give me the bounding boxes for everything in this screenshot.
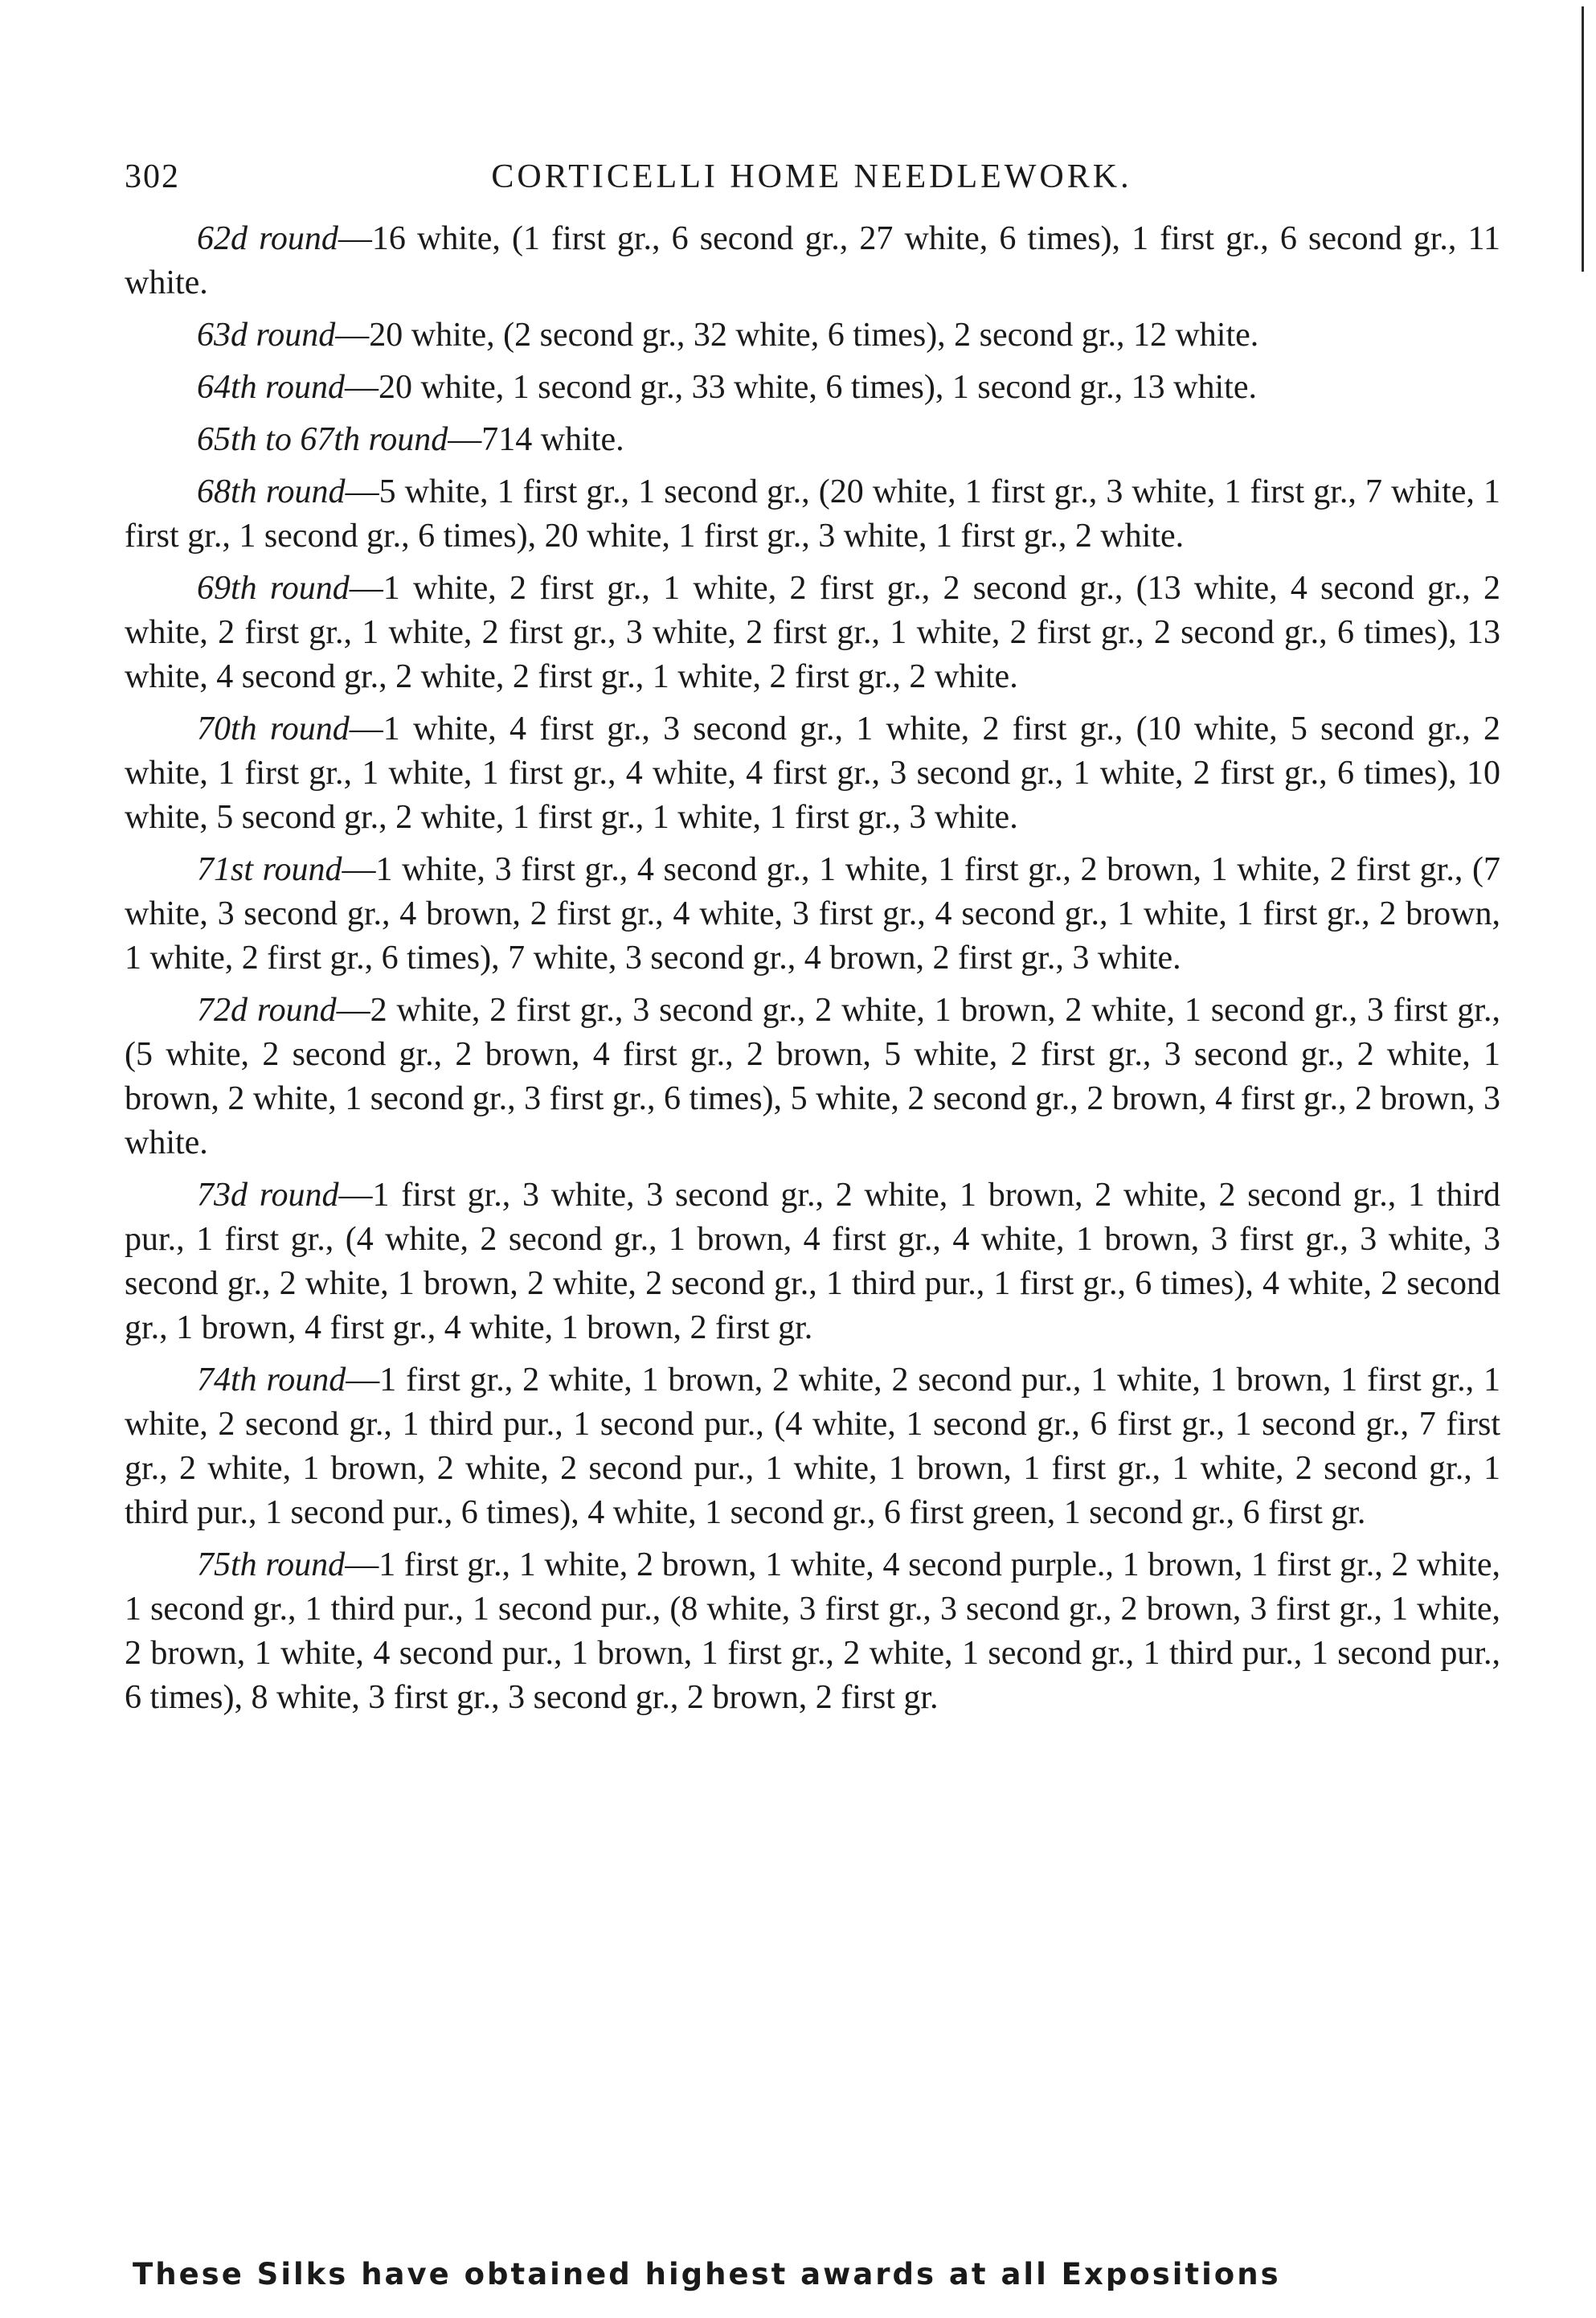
running-title: CORTICELLI HOME NEEDLEWORK. xyxy=(491,158,1132,195)
round-label: 71st round xyxy=(197,851,342,888)
round-paragraph: 74th round—1 first gr., 2 white, 1 brown, 2 white, 2 second pur., 1 white, 1 brown, 1 first gr., 1 white, 2 second gr., 1 third pur., 1 second pur., (4 white, 1 second gr., 6 first gr., 1 second gr., 7 first gr., 2 white, 1 brown, 2 white, 2 second pur., 1 white, 1 brown, 1 first gr., 1 white, 2 second gr., 1 third pur., 1 second pur., 6 times), 4 white, 1 second gr., 6 first green, 1 second gr., 6 first gr. xyxy=(125,1362,1500,1531)
round-text: 714 white. xyxy=(481,421,624,458)
round-label: 74th round xyxy=(197,1362,346,1399)
round-text: 1 first gr., 1 white, 2 brown, 1 white, 4 second purple., 1 brown, 1 first gr., 2 white, 1 second gr., 1 third pur., 1 second pur., (8 white, 3 first gr., 3 second gr., 2 brown, 3 first gr., 1 white, 2 brown, 1 white, 4 second pur., 1 brown, 1 first gr., 2 white, 1 second gr., 1 third pur., 1 second pur., 6 times), 8 white, 3 first gr., 3 second gr., 2 brown, 2 first gr. xyxy=(125,1546,1500,1716)
round-label: 65th to 67th round xyxy=(197,421,448,458)
round-paragraph: 63d round—20 white, (2 second gr., 32 white, 6 times), 2 second gr., 12 white. xyxy=(197,317,1259,354)
instructions-body xyxy=(125,217,1500,1728)
round-paragraph: 68th round—5 white, 1 first gr., 1 second gr., (20 white, 1 first gr., 3 white, 1 first gr., 7 white, 1 first gr., 1 second gr., 6 times), 20 white, 1 first gr., 3 white, 1 first gr., 2 white. xyxy=(125,473,1500,555)
round-text: 1 first gr., 2 white, 1 brown, 2 white, 2 second pur., 1 white, 1 brown, 1 first gr., 1 white, 2 second gr., 1 third pur., 1 second pur., (4 white, 1 second gr., 6 first gr., 1 second gr., 7 first gr., 2 white, 1 brown, 2 white, 2 second pur., 1 white, 1 brown, 1 first gr., 1 white, 2 second gr., 1 third pur., 1 second pur., 6 times), 4 white, 1 second gr., 6 first green, 1 second gr., 6 first gr. xyxy=(125,1362,1500,1531)
round-label: 64th round xyxy=(197,369,345,406)
round-label: 62d round xyxy=(197,220,338,257)
round-paragraph: 71st round—1 white, 3 first gr., 4 second gr., 1 white, 1 first gr., 2 brown, 1 white, 2 first gr., (7 white, 3 second gr., 4 brown, 2 first gr., 4 white, 3 first gr., 4 second gr., 1 white, 1 first gr., 2 brown, 1 white, 2 first gr., 6 times), 7 white, 3 second gr., 4 brown, 2 first gr., 3 white. xyxy=(125,851,1500,977)
round-paragraph: 62d round—16 white, (1 first gr., 6 second gr., 27 white, 6 times), 1 first gr., 6 second gr., 11 white. xyxy=(125,220,1500,301)
page-header xyxy=(125,158,1499,206)
round-label: 73d round xyxy=(197,1177,339,1214)
round-paragraph: 70th round—1 white, 4 first gr., 3 second gr., 1 white, 2 first gr., (10 white, 5 second gr., 2 white, 1 first gr., 1 white, 1 first gr., 4 white, 4 first gr., 3 second gr., 1 white, 2 first gr., 6 times), 10 white, 5 second gr., 2 white, 1 first gr., 1 white, 1 first gr., 3 white. xyxy=(125,711,1500,836)
round-text: 16 white, (1 first gr., 6 second gr., 27 white, 6 times), 1 first gr., 6 second gr., 11 white. xyxy=(125,220,1500,301)
round-paragraph: 64th round—20 white, 1 second gr., 33 white, 6 times), 1 second gr., 13 white. xyxy=(197,369,1257,406)
round-text: 1 white, 4 first gr., 3 second gr., 1 white, 2 first gr., (10 white, 5 second gr., 2 white, 1 first gr., 1 white, 1 first gr., 4 white, 4 first gr., 3 second gr., 1 white, 2 first gr., 6 times), 10 white, 5 second gr., 2 white, 1 first gr., 1 white, 1 first gr., 3 white. xyxy=(125,711,1500,836)
page-edge-rule xyxy=(1582,6,1584,272)
round-label: 70th round xyxy=(197,711,350,747)
round-paragraph: 69th round—1 white, 2 first gr., 1 white, 2 first gr., 2 second gr., (13 white, 4 second gr., 2 white, 2 first gr., 1 white, 2 first gr., 3 white, 2 first gr., 1 white, 2 first gr., 2 second gr., 6 times), 13 white, 4 second gr., 2 white, 2 first gr., 1 white, 2 first gr., 2 white. xyxy=(125,570,1500,695)
round-text: 1 white, 2 first gr., 1 white, 2 first gr., 2 second gr., (13 white, 4 second gr., 2 white, 2 first gr., 1 white, 2 first gr., 3 white, 2 first gr., 1 white, 2 first gr., 2 second gr., 6 times), 13 white, 4 second gr., 2 white, 2 first gr., 1 white, 2 first gr., 2 white. xyxy=(125,570,1500,695)
round-text: 20 white, (2 second gr., 32 white, 6 times), 2 second gr., 12 white. xyxy=(369,317,1259,354)
round-text: 1 first gr., 3 white, 3 second gr., 2 white, 1 brown, 2 white, 2 second gr., 1 third pur., 1 first gr., (4 white, 2 second gr., 1 brown, 4 first gr., 4 white, 1 brown, 3 first gr., 3 white, 3 second gr., 2 white, 1 brown, 2 white, 2 second gr., 1 third pur., 1 first gr., 6 times), 4 white, 2 second gr., 1 brown, 4 first gr., 4 white, 1 brown, 2 first gr. xyxy=(125,1177,1500,1346)
page-number: 302 xyxy=(125,158,180,195)
round-text: 20 white, 1 second gr., 33 white, 6 times), 1 second gr., 13 white. xyxy=(378,369,1257,406)
round-text: 1 white, 3 first gr., 4 second gr., 1 white, 1 first gr., 2 brown, 1 white, 2 first gr., (7 white, 3 second gr., 4 brown, 2 first gr., 4 white, 3 first gr., 4 second gr., 1 white, 1 first gr., 2 brown, 1 white, 2 first gr., 6 times), 7 white, 3 second gr., 4 brown, 2 first gr., 3 white. xyxy=(125,851,1500,977)
round-label: 72d round xyxy=(197,992,337,1029)
round-text: 2 white, 2 first gr., 3 second gr., 2 white, 1 brown, 2 white, 1 second gr., 3 first gr., (5 white, 2 second gr., 2 brown, 4 first gr., 2 brown, 5 white, 2 first gr., 3 second gr., 2 white, 1 brown, 2 white, 1 second gr., 3 first gr., 6 times), 5 white, 2 second gr., 2 brown, 4 first gr., 2 brown, 3 white. xyxy=(125,992,1500,1161)
round-label: 68th round xyxy=(197,473,346,510)
round-paragraph: 72d round—2 white, 2 first gr., 3 second gr., 2 white, 1 brown, 2 white, 1 second gr., 3 first gr., (5 white, 2 second gr., 2 brown, 4 first gr., 2 brown, 5 white, 2 first gr., 3 second gr., 2 white, 1 brown, 2 white, 1 second gr., 3 first gr., 6 times), 5 white, 2 second gr., 2 brown, 4 first gr., 2 brown, 3 white. xyxy=(125,992,1500,1161)
round-text: 5 white, 1 first gr., 1 second gr., (20 white, 1 first gr., 3 white, 1 first gr., 7 white, 1 first gr., 1 second gr., 6 times), 20 white, 1 first gr., 3 white, 1 first gr., 2 white. xyxy=(125,473,1500,555)
round-paragraph: 65th to 67th round—714 white. xyxy=(197,421,624,458)
round-label: 69th round xyxy=(197,570,350,607)
advertisement-footer: These Silks have obtained highest awards at all Expositions xyxy=(133,2257,1281,2291)
round-label: 75th round xyxy=(197,1546,346,1583)
round-paragraph: 75th round—1 first gr., 1 white, 2 brown, 1 white, 4 second purple., 1 brown, 1 first gr., 2 white, 1 second gr., 1 third pur., 1 second pur., (8 white, 3 first gr., 3 second gr., 2 brown, 3 first gr., 1 white, 2 brown, 1 white, 4 second pur., 1 brown, 1 first gr., 2 white, 1 second gr., 1 third pur., 1 second pur., 6 times), 8 white, 3 first gr., 3 second gr., 2 brown, 2 first gr. xyxy=(125,1546,1500,1716)
round-paragraph: 73d round—1 first gr., 3 white, 3 second gr., 2 white, 1 brown, 2 white, 2 second gr., 1 third pur., 1 first gr., (4 white, 2 second gr., 1 brown, 4 first gr., 4 white, 1 brown, 3 first gr., 3 white, 3 second gr., 2 white, 1 brown, 2 white, 2 second gr., 1 third pur., 1 first gr., 6 times), 4 white, 2 second gr., 1 brown, 4 first gr., 4 white, 1 brown, 2 first gr. xyxy=(125,1177,1500,1346)
round-label: 63d round xyxy=(197,317,336,354)
